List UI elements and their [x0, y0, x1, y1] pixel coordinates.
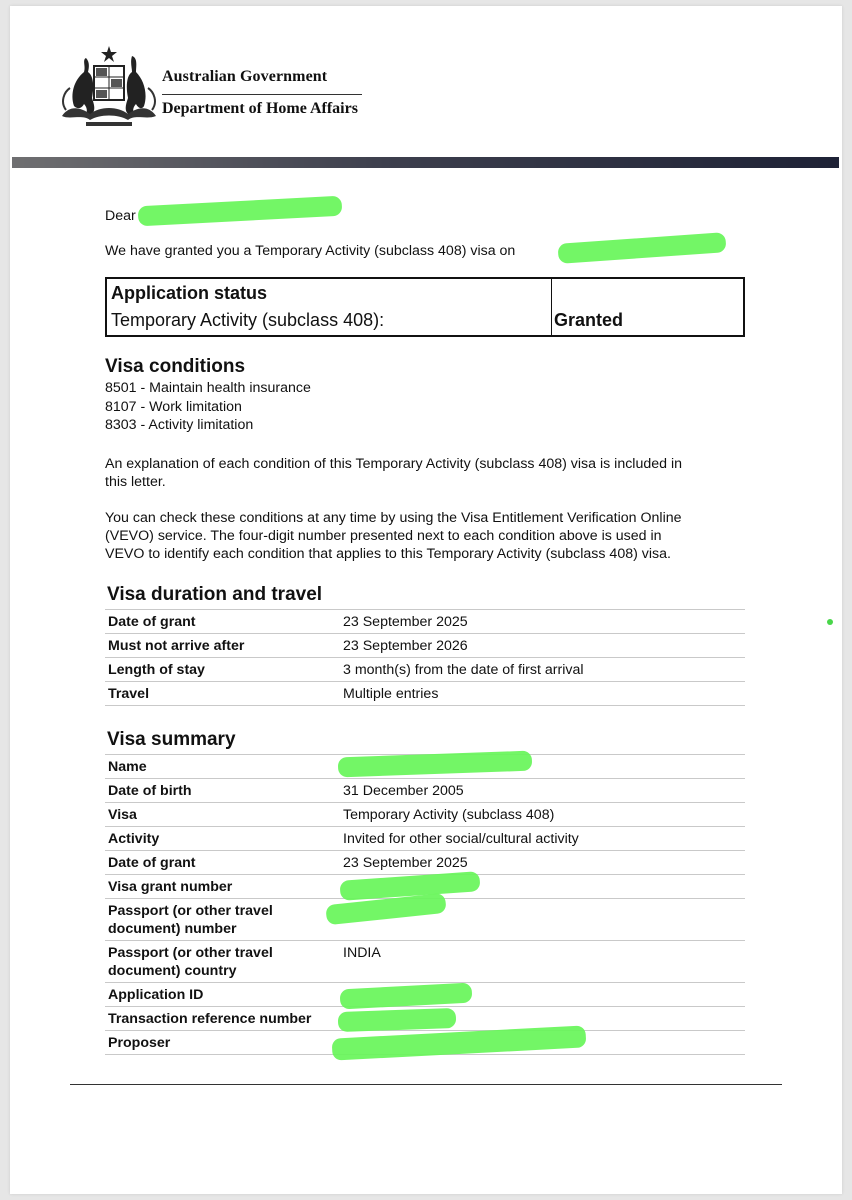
row-value: 3 month(s) from the date of first arrival: [343, 662, 584, 678]
table-row: [105, 609, 745, 634]
table-row: [105, 941, 745, 983]
salutation: Dear: [105, 208, 136, 224]
header-divider: [162, 94, 362, 95]
letter-page: [10, 6, 842, 1194]
row-value: INDIA: [343, 945, 381, 961]
government-name: Australian Government: [162, 68, 328, 85]
row-label: Proposer: [108, 1035, 171, 1051]
row-label: Passport (or other travel: [108, 945, 273, 961]
status-divider: [551, 279, 552, 337]
header-band: [12, 157, 839, 168]
row-value: 23 September 2026: [343, 638, 468, 654]
conditions-heading: Visa conditions: [105, 356, 246, 377]
row-label: Travel: [108, 686, 150, 702]
row-label: Visa grant number: [108, 879, 233, 895]
row-label: Application ID: [108, 987, 204, 1003]
row-value: 31 December 2005: [343, 783, 464, 799]
table-row: [105, 803, 745, 827]
department-name: Department of Home Affairs: [162, 100, 358, 117]
condition-item: 8501 - Maintain health insurance: [105, 380, 311, 396]
row-label: Visa: [108, 807, 137, 823]
duration-table: [105, 609, 745, 706]
table-row: [105, 682, 745, 706]
row-label: Date of grant: [108, 614, 196, 630]
application-status-box: [105, 277, 745, 337]
row-label: Length of stay: [108, 662, 205, 678]
table-row: [105, 851, 745, 875]
row-label: Date of grant: [108, 855, 196, 871]
vevo-line: VEVO to identify each condition that applies to this Temporary Activity (subclass 408) visa.: [105, 546, 671, 562]
row-label: Name: [108, 759, 147, 775]
table-row: [105, 658, 745, 682]
row-value: 23 September 2025: [343, 614, 468, 630]
condition-item: 8107 - Work limitation: [105, 399, 242, 415]
vevo-line: (VEVO) service. The four-digit number presented next to each condition above is used in: [105, 528, 662, 544]
row-value: 23 September 2025: [343, 855, 468, 871]
vevo-line: You can check these conditions at any time by using the Visa Entitlement Verification Online: [105, 510, 682, 526]
redaction-mark: [338, 1008, 457, 1032]
redaction-mark: [138, 196, 343, 227]
row-label-continued: document) country: [108, 963, 237, 979]
row-label: Activity: [108, 831, 160, 847]
footer-divider: [70, 1084, 782, 1085]
row-value: Invited for other social/cultural activity: [343, 831, 579, 847]
explanation-line: An explanation of each condition of this Temporary Activity (subclass 408) visa is included in: [105, 456, 683, 472]
grant-sentence: We have granted you a Temporary Activity (subclass 408) visa on: [105, 243, 516, 259]
summary-heading: Visa summary: [107, 729, 236, 750]
table-row: [105, 779, 745, 803]
row-value: Temporary Activity (subclass 408): [343, 807, 555, 823]
green-dot: [827, 619, 833, 625]
table-row: [105, 827, 745, 851]
status-heading: Application status: [111, 283, 268, 303]
status-label: Temporary Activity (subclass 408):: [111, 310, 385, 330]
row-label-continued: document) number: [108, 921, 237, 937]
row-label: Transaction reference number: [108, 1011, 312, 1027]
coat-of-arms-icon: [56, 44, 162, 128]
row-label: Date of birth: [108, 783, 192, 799]
row-label: Must not arrive after: [108, 638, 245, 654]
duration-heading: Visa duration and travel: [107, 584, 323, 605]
redaction-mark: [558, 232, 727, 264]
explanation-line: this letter.: [105, 474, 166, 490]
row-label: Passport (or other travel: [108, 903, 273, 919]
condition-item: 8303 - Activity limitation: [105, 417, 254, 433]
table-row: [105, 634, 745, 658]
status-value: Granted: [554, 310, 624, 330]
row-value: Multiple entries: [343, 686, 439, 702]
